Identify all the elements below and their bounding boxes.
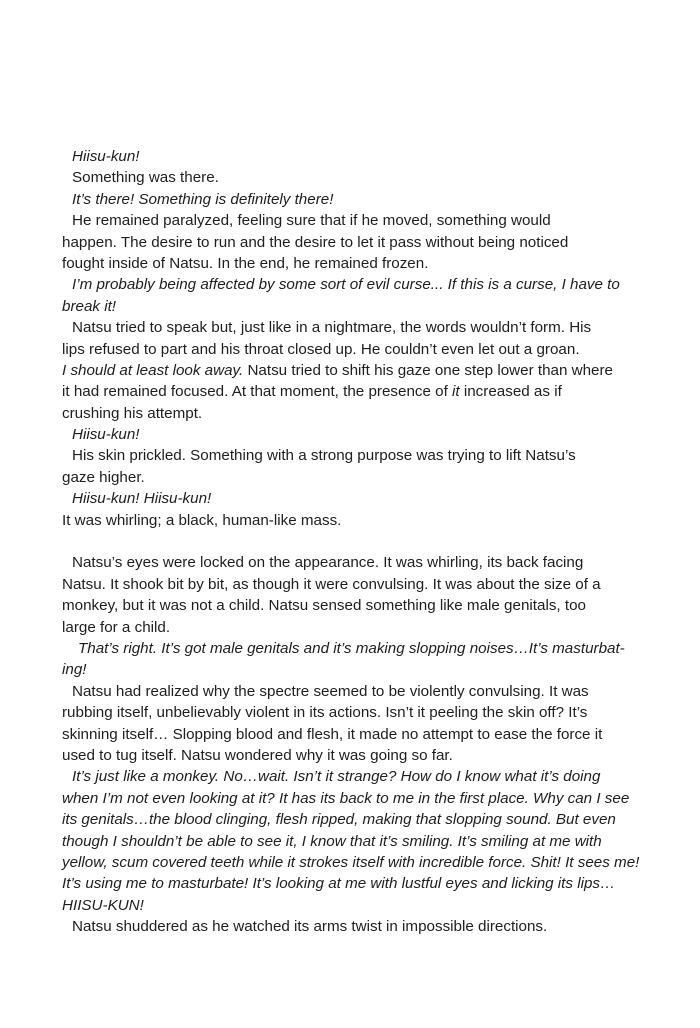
body-text: increased as if xyxy=(459,383,562,401)
text-line xyxy=(62,788,642,809)
text-line xyxy=(62,895,642,916)
italic-text: it xyxy=(452,383,460,401)
text-line xyxy=(62,253,642,274)
body-text: gaze higher. xyxy=(62,468,145,486)
italic-text: Hiisu-kun! Hiisu-kun! xyxy=(72,490,212,508)
italic-text: I should at least look away. xyxy=(62,361,244,379)
italic-text: HIISU-KUN! xyxy=(62,896,144,914)
text-line xyxy=(62,317,642,338)
body-text: His skin prickled. Something with a strong purpose was trying to lift Natsu’s xyxy=(72,447,576,465)
body-text: Natsu tried to shift his gaze one step lower than where xyxy=(243,361,613,379)
text-line xyxy=(62,381,642,402)
text-line xyxy=(62,552,642,573)
italic-text: its genitals…the blood clinging, flesh ripped, making that slopping sound. But even xyxy=(62,811,616,829)
text-line xyxy=(62,916,642,937)
text-line xyxy=(62,339,642,360)
text-line xyxy=(62,360,642,381)
body-text: Something was there. xyxy=(72,169,219,187)
text-line xyxy=(62,510,642,531)
italic-text: It’s there! Something is definitely there! xyxy=(72,190,334,208)
body-text: monkey, but it was not a child. Natsu sensed something like male genitals, too xyxy=(62,597,586,615)
text-line xyxy=(62,766,642,787)
italic-text: yellow, scum covered teeth while it strokes itself with incredible force. Shit! It sees me! xyxy=(62,853,640,871)
text-line xyxy=(62,424,642,445)
body-text: large for a child. xyxy=(62,618,171,636)
body-text: rubbing itself, unbelievably violent in its actions. Isn’t it peeling the skin off? It’s xyxy=(62,704,588,722)
italic-text: I’m probably being affected by some sort of evil curse... If this is a curse, I have to xyxy=(72,276,620,294)
text-line xyxy=(62,488,642,509)
body-text: it had remained focused. At that moment, the presence of xyxy=(62,383,453,401)
text-line xyxy=(62,809,642,830)
body-text: fought inside of Natsu. In the end, he remained frozen. xyxy=(62,254,429,272)
text-line xyxy=(62,167,642,188)
text-line xyxy=(62,232,642,253)
text-line xyxy=(62,681,642,702)
text-line xyxy=(62,831,642,852)
italic-text: That’s right. It’s got male genitals and it’s making slopping noises…It’s masturbat- xyxy=(78,639,625,657)
text-line xyxy=(62,745,642,766)
text-line xyxy=(62,296,642,317)
italic-text: Hiisu-kun! xyxy=(72,426,140,444)
body-text: used to tug itself. Natsu wondered why it was going so far. xyxy=(62,746,453,764)
text-line xyxy=(62,574,642,595)
text-line xyxy=(62,467,642,488)
text-line xyxy=(62,702,642,723)
italic-text: when I’m not even looking at it? It has its back to me in the first place. Why can I see xyxy=(62,789,630,807)
text-line xyxy=(62,659,642,680)
body-text: Natsu tried to speak but, just like in a nightmare, the words wouldn’t form. His xyxy=(72,319,592,337)
italic-text: It’s using me to masturbate! It’s looking at me with lustful eyes and licking its lips… xyxy=(62,875,616,893)
text-line xyxy=(62,852,642,873)
text-line xyxy=(62,445,642,466)
novel-page xyxy=(62,146,642,937)
body-text: Natsu. It shook bit by bit, as though it were convulsing. It was about the size of a xyxy=(62,575,601,593)
text-line xyxy=(62,274,642,295)
body-text: lips refused to part and his throat closed up. He couldn’t even let out a groan. xyxy=(62,340,580,358)
text-line xyxy=(62,873,642,894)
body-text: Natsu’s eyes were locked on the appearance. It was whirling, its back facing xyxy=(72,554,584,572)
text-line xyxy=(62,724,642,745)
italic-text: break it! xyxy=(62,297,117,315)
text-line xyxy=(62,146,642,167)
text-line xyxy=(62,403,642,424)
body-text: He remained paralyzed, feeling sure that if he moved, something would xyxy=(72,212,551,230)
italic-text: It’s just like a monkey. No…wait. Isn’t it strange? How do I know what it’s doing xyxy=(72,768,601,786)
body-text: Natsu shuddered as he watched its arms twist in impossible directions. xyxy=(72,918,548,936)
body-text: happen. The desire to run and the desire to let it pass without being noticed xyxy=(62,233,569,251)
text-line xyxy=(62,617,642,638)
italic-text: though I shouldn’t be able to see it, I know that it’s smiling. It’s smiling at me with xyxy=(62,832,602,850)
body-text: Natsu had realized why the spectre seemed to be violently convulsing. It was xyxy=(72,682,589,700)
text-line xyxy=(62,210,642,231)
body-text: crushing his attempt. xyxy=(62,404,203,422)
text-line xyxy=(62,189,642,210)
blank-line xyxy=(62,531,642,552)
italic-text: ing! xyxy=(62,661,87,679)
body-text: It was whirling; a black, human-like mass. xyxy=(62,511,342,529)
body-text: skinning itself… Slopping blood and flesh, it made no attempt to ease the force it xyxy=(62,725,603,743)
italic-text: Hiisu-kun! xyxy=(72,148,140,165)
text-line xyxy=(62,595,642,616)
text-line xyxy=(62,638,642,659)
